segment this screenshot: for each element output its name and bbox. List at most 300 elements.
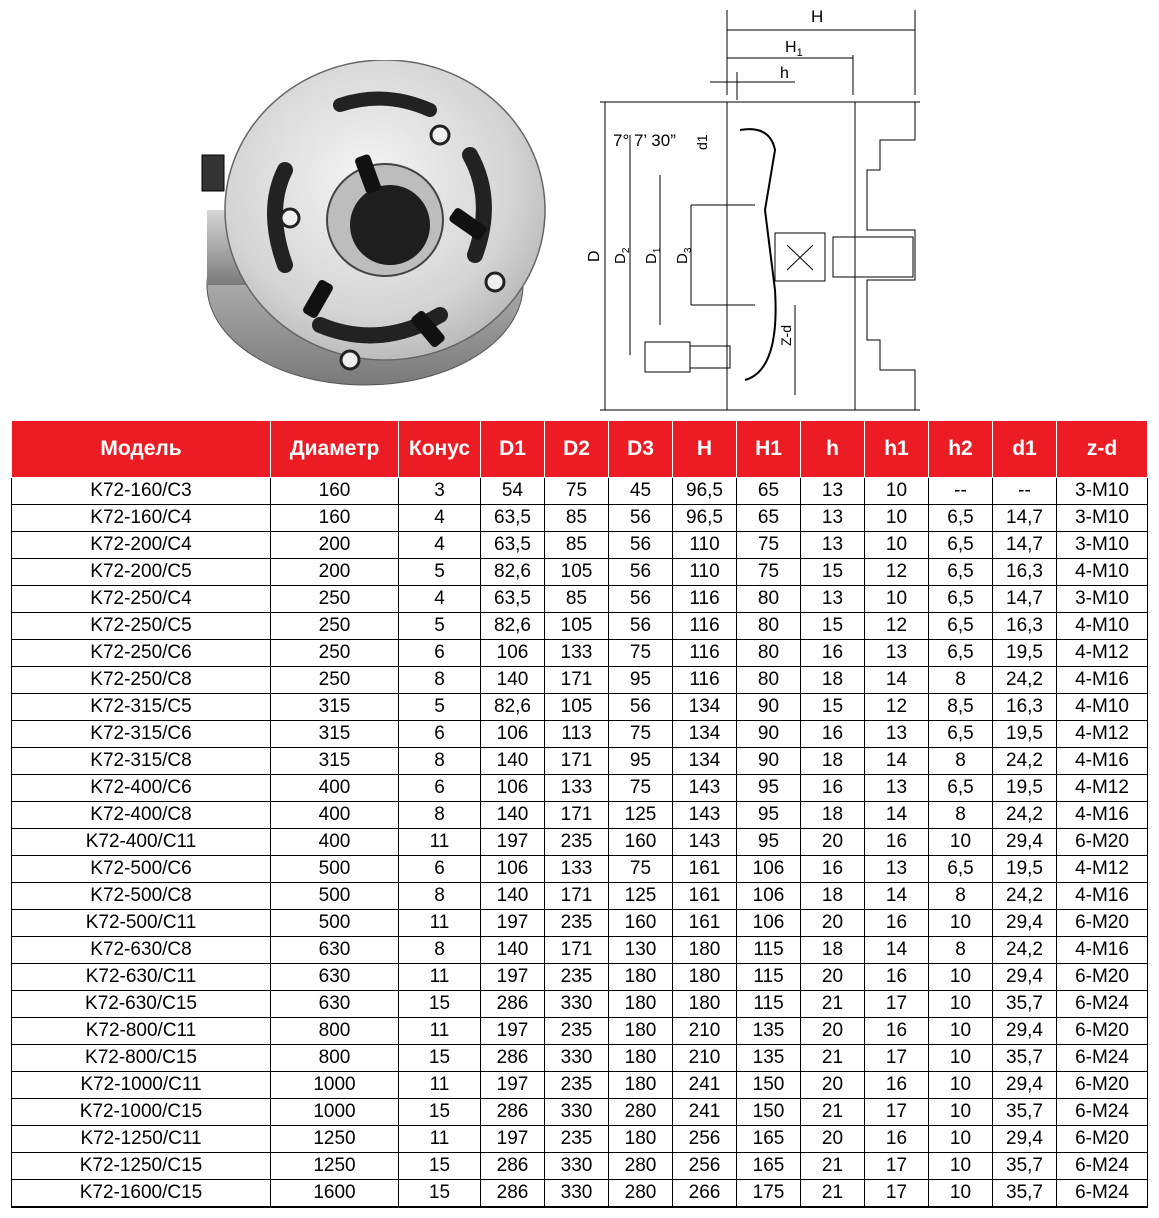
table-cell: 330 xyxy=(545,1045,609,1072)
table-cell: 5 xyxy=(399,559,481,586)
table-cell: 10 xyxy=(929,910,993,937)
table-cell: 4-M12 xyxy=(1057,856,1148,883)
table-cell: 125 xyxy=(609,883,673,910)
table-cell: 400 xyxy=(271,802,399,829)
table-cell: 15 xyxy=(801,613,865,640)
table-cell: 20 xyxy=(801,964,865,991)
table-cell: 143 xyxy=(673,829,737,856)
table-cell: 15 xyxy=(399,1153,481,1180)
table-cell: 13 xyxy=(865,640,929,667)
table-cell: 3-M10 xyxy=(1057,478,1148,505)
table-cell: 17 xyxy=(865,1180,929,1208)
table-cell: 235 xyxy=(545,1126,609,1153)
table-cell: 17 xyxy=(865,991,929,1018)
table-cell: 133 xyxy=(545,640,609,667)
table-cell: 171 xyxy=(545,883,609,910)
table-cell: 116 xyxy=(673,613,737,640)
table-cell: 135 xyxy=(737,1018,801,1045)
table-cell: 235 xyxy=(545,910,609,937)
table-cell: 82,6 xyxy=(481,559,545,586)
table-row xyxy=(12,856,1148,883)
table-cell: 500 xyxy=(271,856,399,883)
table-cell: 6 xyxy=(399,856,481,883)
table-cell: 29,4 xyxy=(993,1072,1057,1099)
table-row xyxy=(12,640,1148,667)
table-cell: 180 xyxy=(609,991,673,1018)
table-cell: 330 xyxy=(545,1180,609,1208)
table-row xyxy=(12,748,1148,775)
table-cell: 18 xyxy=(801,883,865,910)
table-cell: 13 xyxy=(801,532,865,559)
table-cell: 130 xyxy=(609,937,673,964)
table-cell: 10 xyxy=(929,1180,993,1208)
table-cell: 197 xyxy=(481,1126,545,1153)
table-cell: 82,6 xyxy=(481,613,545,640)
dim-D3: $D_3$ xyxy=(674,247,694,264)
table-cell: 10 xyxy=(865,586,929,613)
table-cell: 250 xyxy=(271,613,399,640)
table-cell: 15 xyxy=(399,1045,481,1072)
table-cell: 106 xyxy=(737,856,801,883)
table-cell: 241 xyxy=(673,1072,737,1099)
table-cell: 85 xyxy=(545,532,609,559)
table-cell: 133 xyxy=(545,856,609,883)
table-row xyxy=(12,937,1148,964)
table-cell: 75 xyxy=(737,559,801,586)
table-cell: 75 xyxy=(609,640,673,667)
table-header-row xyxy=(12,421,1148,478)
table-cell: K72-400/C11 xyxy=(12,829,271,856)
table-cell: 630 xyxy=(271,964,399,991)
table-cell: 16 xyxy=(801,775,865,802)
table-cell: 95 xyxy=(737,775,801,802)
table-cell: 8 xyxy=(929,667,993,694)
table-cell: K72-400/C8 xyxy=(12,802,271,829)
table-cell: 56 xyxy=(609,613,673,640)
table-cell: 35,7 xyxy=(993,1045,1057,1072)
table-cell: 140 xyxy=(481,748,545,775)
table-cell: 10 xyxy=(929,1018,993,1045)
table-row xyxy=(12,1180,1148,1208)
table-cell: 75 xyxy=(609,775,673,802)
table-cell: K72-500/C8 xyxy=(12,883,271,910)
table-cell: 16 xyxy=(865,1126,929,1153)
table-cell: 8 xyxy=(399,667,481,694)
table-cell: 4-M12 xyxy=(1057,640,1148,667)
table-cell: 16 xyxy=(865,829,929,856)
table-row xyxy=(12,559,1148,586)
table-cell: 14 xyxy=(865,802,929,829)
table-cell: 160 xyxy=(271,478,399,505)
table-cell: 63,5 xyxy=(481,532,545,559)
dim-zd: Z-d xyxy=(778,325,794,346)
table-cell: 12 xyxy=(865,694,929,721)
table-cell: 250 xyxy=(271,667,399,694)
table-cell: 29,4 xyxy=(993,964,1057,991)
table-cell: 400 xyxy=(271,775,399,802)
table-cell: 4-M10 xyxy=(1057,559,1148,586)
table-cell: 241 xyxy=(673,1099,737,1126)
table-cell: 11 xyxy=(399,910,481,937)
table-cell: 18 xyxy=(801,937,865,964)
table-cell: 106 xyxy=(481,721,545,748)
table-cell: 10 xyxy=(929,1045,993,1072)
table-cell: 4-M16 xyxy=(1057,667,1148,694)
table-cell: 286 xyxy=(481,1045,545,1072)
table-cell: 90 xyxy=(737,721,801,748)
table-cell: K72-160/C4 xyxy=(12,505,271,532)
table-cell: 95 xyxy=(609,667,673,694)
table-cell: 6-M20 xyxy=(1057,910,1148,937)
column-header: D3 xyxy=(609,421,673,478)
table-cell: 106 xyxy=(481,856,545,883)
table-cell: 106 xyxy=(481,640,545,667)
table-cell: 29,4 xyxy=(993,1018,1057,1045)
table-cell: 29,4 xyxy=(993,910,1057,937)
table-cell: K72-250/C5 xyxy=(12,613,271,640)
table-cell: 80 xyxy=(737,667,801,694)
table-cell: 4-M16 xyxy=(1057,802,1148,829)
table-row xyxy=(12,1018,1148,1045)
table-cell: 16 xyxy=(865,964,929,991)
table-cell: 56 xyxy=(609,694,673,721)
table-cell: 4-M10 xyxy=(1057,694,1148,721)
table-cell: 150 xyxy=(737,1099,801,1126)
column-header: h2 xyxy=(929,421,993,478)
column-header: D2 xyxy=(545,421,609,478)
table-cell: 63,5 xyxy=(481,505,545,532)
table-cell: 1250 xyxy=(271,1153,399,1180)
table-cell: 14,7 xyxy=(993,586,1057,613)
table-row xyxy=(12,505,1148,532)
column-header: Модель xyxy=(12,421,271,478)
table-cell: 3-M10 xyxy=(1057,532,1148,559)
table-cell: 95 xyxy=(737,802,801,829)
table-cell: 14,7 xyxy=(993,532,1057,559)
column-header: z-d xyxy=(1057,421,1148,478)
table-cell: 6,5 xyxy=(929,640,993,667)
specification-table xyxy=(11,420,1148,1208)
technical-drawing xyxy=(575,0,1159,420)
table-cell: 8,5 xyxy=(929,694,993,721)
table-cell: 14 xyxy=(865,748,929,775)
table-cell: 133 xyxy=(545,775,609,802)
table-cell: 35,7 xyxy=(993,1099,1057,1126)
table-cell: 106 xyxy=(481,775,545,802)
dim-D1: $D_1$ xyxy=(643,247,663,264)
table-row xyxy=(12,802,1148,829)
table-cell: 180 xyxy=(609,1072,673,1099)
table-cell: 286 xyxy=(481,991,545,1018)
table-cell: 11 xyxy=(399,1018,481,1045)
table-cell: 180 xyxy=(609,1126,673,1153)
table-cell: 14,7 xyxy=(993,505,1057,532)
table-cell: 266 xyxy=(673,1180,737,1208)
table-cell: K72-1250/C15 xyxy=(12,1153,271,1180)
table-cell: 197 xyxy=(481,910,545,937)
table-cell: 8 xyxy=(399,748,481,775)
table-cell: 24,2 xyxy=(993,748,1057,775)
table-cell: 800 xyxy=(271,1018,399,1045)
table-cell: 16,3 xyxy=(993,559,1057,586)
table-cell: 6-M20 xyxy=(1057,1072,1148,1099)
table-cell: 150 xyxy=(737,1072,801,1099)
table-cell: 280 xyxy=(609,1180,673,1208)
table-cell: 140 xyxy=(481,667,545,694)
table-cell: 5 xyxy=(399,613,481,640)
table-cell: K72-250/C6 xyxy=(12,640,271,667)
table-cell: 6,5 xyxy=(929,505,993,532)
table-cell: 235 xyxy=(545,829,609,856)
table-cell: 13 xyxy=(865,856,929,883)
table-cell: 500 xyxy=(271,883,399,910)
table-cell: 115 xyxy=(737,991,801,1018)
table-cell: 197 xyxy=(481,1072,545,1099)
table-cell: 20 xyxy=(801,1018,865,1045)
table-cell: 56 xyxy=(609,532,673,559)
table-cell: 85 xyxy=(545,505,609,532)
table-cell: 6-M20 xyxy=(1057,1018,1148,1045)
table-cell: 6-M24 xyxy=(1057,1099,1148,1126)
table-cell: 105 xyxy=(545,694,609,721)
table-cell: 13 xyxy=(801,505,865,532)
column-header: Конус xyxy=(399,421,481,478)
table-cell: 200 xyxy=(271,559,399,586)
table-cell: 85 xyxy=(545,586,609,613)
table-cell: 8 xyxy=(929,937,993,964)
table-cell: 19,5 xyxy=(993,775,1057,802)
table-cell: 10 xyxy=(929,1072,993,1099)
table-cell: 3-M10 xyxy=(1057,505,1148,532)
table-row xyxy=(12,667,1148,694)
table-cell: 10 xyxy=(929,991,993,1018)
table-cell: 75 xyxy=(737,532,801,559)
table-cell: 21 xyxy=(801,1153,865,1180)
table-cell: 4 xyxy=(399,586,481,613)
table-row xyxy=(12,532,1148,559)
table-cell: 65 xyxy=(737,505,801,532)
table-cell: 20 xyxy=(801,910,865,937)
table-cell: 135 xyxy=(737,1045,801,1072)
table-row xyxy=(12,1099,1148,1126)
table-cell: 4-M12 xyxy=(1057,775,1148,802)
table-cell: K72-315/C6 xyxy=(12,721,271,748)
table-row xyxy=(12,694,1148,721)
table-cell: K72-315/C8 xyxy=(12,748,271,775)
table-cell: 161 xyxy=(673,910,737,937)
table-cell: 235 xyxy=(545,1018,609,1045)
table-cell: 180 xyxy=(609,964,673,991)
table-cell: 630 xyxy=(271,991,399,1018)
table-cell: 330 xyxy=(545,1099,609,1126)
table-cell: K72-1600/C15 xyxy=(12,1180,271,1208)
table-cell: 29,4 xyxy=(993,1126,1057,1153)
table-cell: 115 xyxy=(737,964,801,991)
table-cell: 113 xyxy=(545,721,609,748)
table-cell: 1250 xyxy=(271,1126,399,1153)
table-cell: 286 xyxy=(481,1153,545,1180)
table-cell: 330 xyxy=(545,991,609,1018)
table-cell: 16 xyxy=(801,640,865,667)
table-cell: 160 xyxy=(271,505,399,532)
table-cell: 17 xyxy=(865,1099,929,1126)
table-cell: -- xyxy=(929,478,993,505)
table-cell: 330 xyxy=(545,1153,609,1180)
table-cell: 110 xyxy=(673,559,737,586)
table-cell: 180 xyxy=(673,991,737,1018)
table-cell: K72-1000/C15 xyxy=(12,1099,271,1126)
table-cell: 160 xyxy=(609,910,673,937)
table-row xyxy=(12,1153,1148,1180)
table-cell: 35,7 xyxy=(993,991,1057,1018)
table-cell: 280 xyxy=(609,1153,673,1180)
table-cell: 4 xyxy=(399,505,481,532)
table-cell: 8 xyxy=(399,802,481,829)
table-cell: 6,5 xyxy=(929,559,993,586)
table-cell: 56 xyxy=(609,586,673,613)
table-cell: 21 xyxy=(801,991,865,1018)
table-cell: 171 xyxy=(545,802,609,829)
column-header: H xyxy=(673,421,737,478)
table-cell: 110 xyxy=(673,532,737,559)
column-header: Диаметр xyxy=(271,421,399,478)
table-cell: 8 xyxy=(929,802,993,829)
table-cell: 1000 xyxy=(271,1099,399,1126)
table-row xyxy=(12,1072,1148,1099)
table-cell: 75 xyxy=(545,478,609,505)
table-cell: 24,2 xyxy=(993,667,1057,694)
table-cell: 20 xyxy=(801,1126,865,1153)
table-cell: 35,7 xyxy=(993,1153,1057,1180)
table-cell: 5 xyxy=(399,694,481,721)
table-cell: 17 xyxy=(865,1153,929,1180)
table-cell: 24,2 xyxy=(993,883,1057,910)
table-cell: 6-M24 xyxy=(1057,991,1148,1018)
table-cell: 18 xyxy=(801,667,865,694)
table-cell: 95 xyxy=(737,829,801,856)
table-cell: 11 xyxy=(399,1072,481,1099)
table-cell: 4-M16 xyxy=(1057,937,1148,964)
table-cell: 80 xyxy=(737,613,801,640)
table-cell: 13 xyxy=(865,775,929,802)
table-cell: 8 xyxy=(399,937,481,964)
table-cell: 6-M20 xyxy=(1057,1126,1148,1153)
table-cell: K72-200/C5 xyxy=(12,559,271,586)
table-cell: 200 xyxy=(271,532,399,559)
table-cell: 106 xyxy=(737,910,801,937)
table-cell: 280 xyxy=(609,1099,673,1126)
table-cell: 4-M10 xyxy=(1057,613,1148,640)
table-row xyxy=(12,883,1148,910)
table-cell: 140 xyxy=(481,802,545,829)
table-row xyxy=(12,1045,1148,1072)
table-cell: K72-315/C5 xyxy=(12,694,271,721)
table-cell: 256 xyxy=(673,1153,737,1180)
table-cell: 75 xyxy=(609,721,673,748)
table-cell: 80 xyxy=(737,586,801,613)
column-header: H1 xyxy=(737,421,801,478)
table-cell: 134 xyxy=(673,694,737,721)
table-cell: 56 xyxy=(609,559,673,586)
table-cell: K72-630/C8 xyxy=(12,937,271,964)
table-cell: 6-M24 xyxy=(1057,1045,1148,1072)
table-cell: 315 xyxy=(271,721,399,748)
table-cell: 6-M20 xyxy=(1057,964,1148,991)
table-cell: 171 xyxy=(545,748,609,775)
table-cell: 96,5 xyxy=(673,505,737,532)
table-cell: 315 xyxy=(271,748,399,775)
table-cell: K72-630/C11 xyxy=(12,964,271,991)
table-cell: 35,7 xyxy=(993,1180,1057,1208)
table-cell: 10 xyxy=(929,964,993,991)
dim-d1: d1 xyxy=(694,134,710,150)
table-cell: 250 xyxy=(271,640,399,667)
table-cell: 24,2 xyxy=(993,802,1057,829)
table-cell: 11 xyxy=(399,964,481,991)
table-cell: 90 xyxy=(737,748,801,775)
table-row xyxy=(12,964,1148,991)
table-cell: 20 xyxy=(801,829,865,856)
dim-D2: $D_2$ xyxy=(612,247,632,264)
table-cell: 6,5 xyxy=(929,532,993,559)
table-cell: 18 xyxy=(801,748,865,775)
table-cell: 20 xyxy=(801,1072,865,1099)
table-cell: 286 xyxy=(481,1180,545,1208)
table-cell: 143 xyxy=(673,802,737,829)
table-cell: 143 xyxy=(673,775,737,802)
table-cell: 197 xyxy=(481,1018,545,1045)
table-cell: K72-250/C8 xyxy=(12,667,271,694)
dim-H1: $H_1$ xyxy=(785,39,803,59)
table-cell: 80 xyxy=(737,640,801,667)
table-cell: 180 xyxy=(673,964,737,991)
table-cell: 10 xyxy=(865,505,929,532)
column-header: h xyxy=(801,421,865,478)
table-cell: 16 xyxy=(801,721,865,748)
table-cell: 19,5 xyxy=(993,856,1057,883)
table-row xyxy=(12,910,1148,937)
dim-H: H xyxy=(811,7,824,26)
table-cell: 10 xyxy=(865,532,929,559)
table-cell: 15 xyxy=(399,991,481,1018)
angle-label: 7° 7’ 30” xyxy=(613,131,676,150)
table-cell: 175 xyxy=(737,1180,801,1208)
table-cell: 180 xyxy=(609,1018,673,1045)
table-row xyxy=(12,1126,1148,1153)
table-cell: 140 xyxy=(481,883,545,910)
table-cell: 6 xyxy=(399,775,481,802)
table-cell: 500 xyxy=(271,910,399,937)
table-cell: 12 xyxy=(865,613,929,640)
table-cell: 21 xyxy=(801,1045,865,1072)
table-cell: 171 xyxy=(545,667,609,694)
table-cell: 105 xyxy=(545,613,609,640)
table-cell: 16,3 xyxy=(993,694,1057,721)
table-cell: 10 xyxy=(929,829,993,856)
table-cell: 65 xyxy=(737,478,801,505)
table-cell: 106 xyxy=(737,883,801,910)
table-cell: 6,5 xyxy=(929,775,993,802)
table-cell: 400 xyxy=(271,829,399,856)
table-cell: 116 xyxy=(673,586,737,613)
table-row xyxy=(12,478,1148,505)
table-cell: 6,5 xyxy=(929,721,993,748)
table-cell: K72-800/C15 xyxy=(12,1045,271,1072)
table-cell: 24,2 xyxy=(993,937,1057,964)
table-cell: 250 xyxy=(271,586,399,613)
table-cell: 63,5 xyxy=(481,586,545,613)
dim-D: D xyxy=(586,250,603,262)
